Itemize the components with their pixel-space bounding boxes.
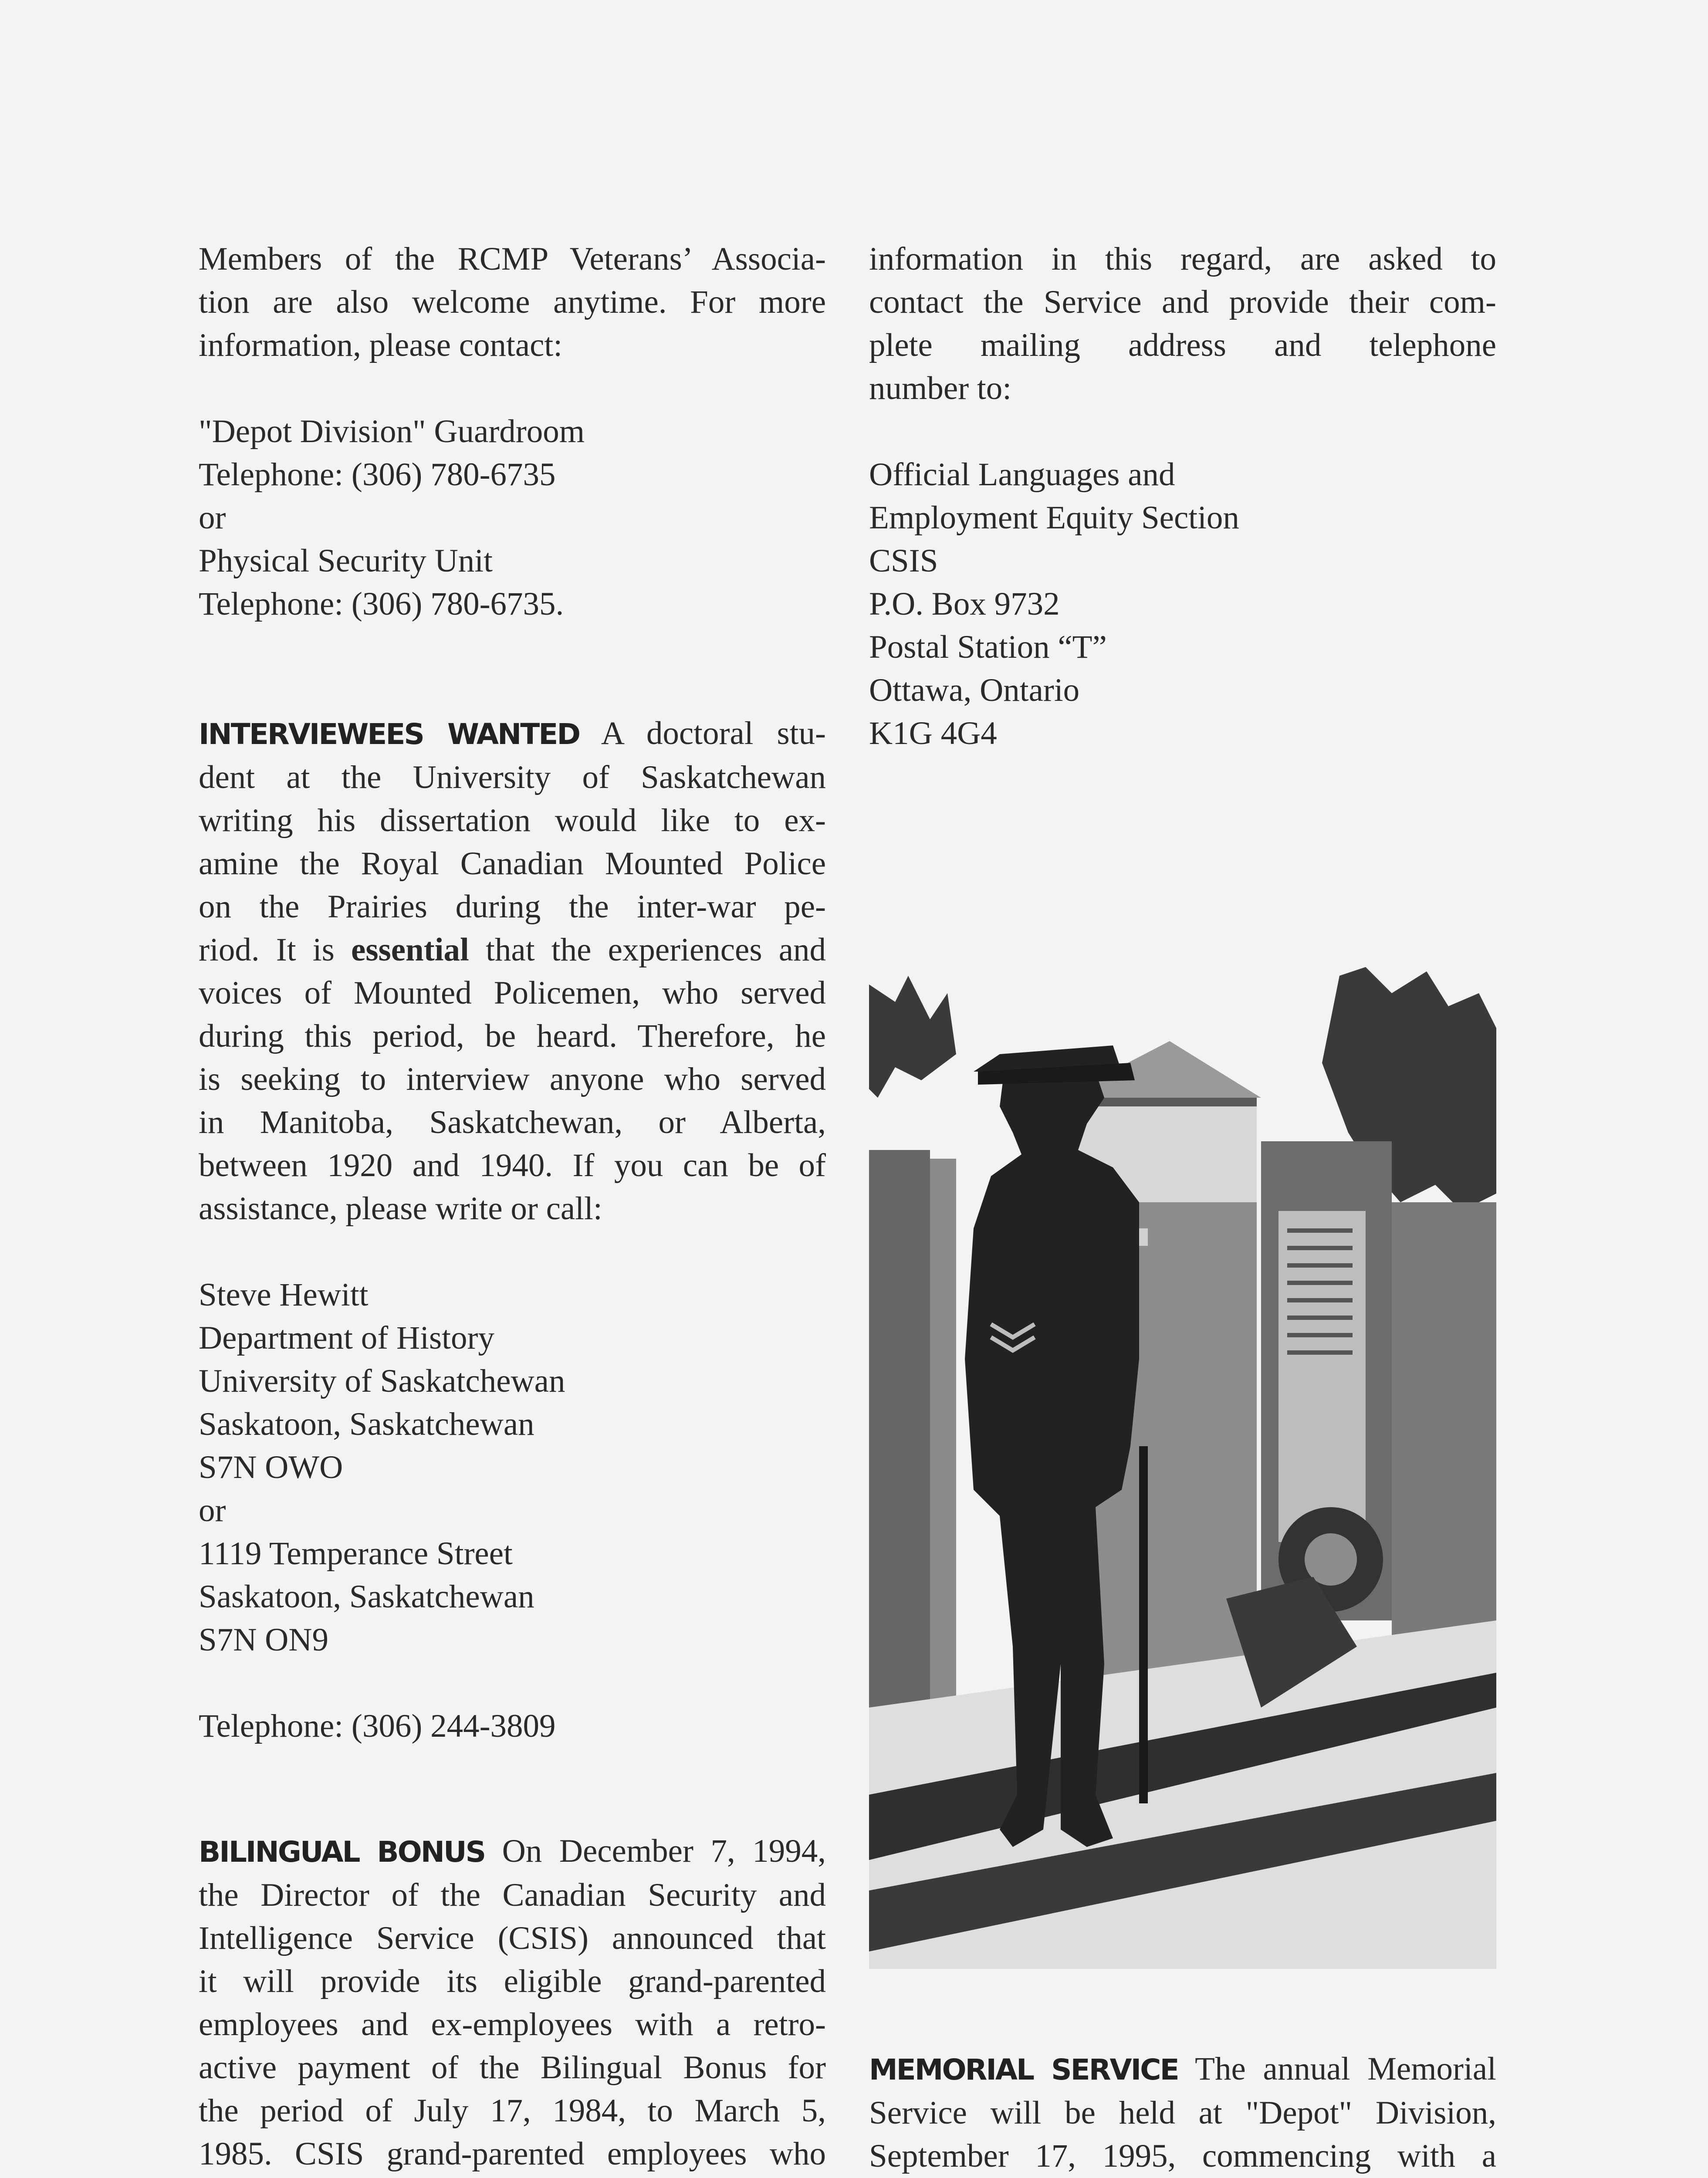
text-line: S7N ON9 (199, 1622, 328, 1658)
text-line: number to: (869, 370, 1012, 406)
text-line: S7N OWO (199, 1449, 343, 1485)
memorial-service-article (869, 2047, 1496, 2178)
text-line: September 17, 1995, commencing with a (869, 2138, 1496, 2174)
veterans-intro-paragraph (199, 237, 826, 367)
text-line: information, please contact: (199, 327, 563, 363)
text-line: plete mailing address and telephone (869, 327, 1496, 363)
text-line: between 1920 and 1940. If you can be of (199, 1147, 826, 1184)
csis-info-paragraph (869, 237, 1496, 410)
text-line: 1985. CSIS grand-parented employees who (199, 2136, 826, 2172)
text-line (199, 2175, 826, 2178)
text-line: Saskatoon, Saskatchewan (199, 1579, 534, 1615)
text-line: on the Prairies during the inter-war pe- (199, 889, 826, 925)
text-line: contact the Service and provide their com- (869, 284, 1496, 320)
mountie-memorial-illustration (869, 967, 1496, 1969)
text-line: Intelligence Service (CSIS) announced that (199, 1920, 826, 1956)
text-line: or (199, 500, 226, 536)
memorial-heading: MEMORIAL SERVICE (869, 2053, 1178, 2087)
interviewees-heading: INTERVIEWEES WANTED (199, 717, 580, 751)
text-line: INTERVIEWEES WANTED A doctoral stu- (199, 715, 826, 751)
right-column (869, 237, 1496, 755)
text-line: BILINGUAL BONUS On December 7, 1994, (199, 1833, 826, 1869)
text-line: K1G 4G4 (869, 715, 997, 751)
text-line: is seeking to interview anyone who served (199, 1061, 826, 1097)
text-line: CSIS (869, 543, 938, 579)
text-line: or (199, 1492, 226, 1529)
text-line: employees and ex-employees with a retro- (199, 2006, 826, 2043)
text-line: it will provide its eligible grand-parented (199, 1963, 826, 1999)
text-line: Employment Equity Section (869, 500, 1239, 536)
text-line: Service will be held at "Depot" Division, (869, 2095, 1496, 2131)
text-line: Telephone: (306) 780-6735. (199, 586, 564, 622)
text-line: Department of History (199, 1320, 494, 1356)
text-line: writing his dissertation would like to ex- (199, 802, 826, 839)
text-line: active payment of the Bilingual Bonus for (199, 2049, 826, 2086)
text-line: Official Languages and (869, 457, 1175, 493)
bilingual-bonus-article (199, 1830, 826, 2178)
text-line: Saskatoon, Saskatchewan (199, 1406, 534, 1442)
text-line: tion are also welcome anytime. For more (199, 284, 826, 320)
text-line: dent at the University of Saskatchewan (199, 759, 826, 795)
text-line: during this period, be heard. Therefore, he (199, 1018, 826, 1054)
text-line: in Manitoba, Saskatchewan, or Alberta, (199, 1104, 826, 1140)
text-line: 1119 Temperance Street (199, 1535, 513, 1572)
text-line: voices of Mounted Policemen, who served (199, 975, 826, 1011)
hewitt-telephone: Telephone: (306) 244-3809 (199, 1708, 556, 1744)
mountie-silhouette-icon (869, 967, 1496, 1969)
hewitt-address-block (199, 1273, 826, 1661)
text-line: Members of the RCMP Veterans’ Associa- (199, 241, 826, 277)
csis-address-block (869, 453, 1496, 755)
text-line: Physical Security Unit (199, 543, 493, 579)
text-line: assistance, please write or call: (199, 1190, 602, 1227)
left-column (199, 237, 826, 1748)
text-line: "Depot Division" Guardroom (199, 413, 585, 450)
interviewees-wanted-article (199, 712, 826, 1230)
text-line: University of Saskatchewan (199, 1363, 565, 1399)
text-line: the period of July 17, 1984, to March 5, (199, 2093, 826, 2129)
text-line: riod. It is essential that the experiences and (199, 932, 826, 968)
text-line: the Director of the Canadian Security and (199, 1877, 826, 1913)
text-line: Steve Hewitt (199, 1277, 369, 1313)
text-line: information in this regard, are asked to (869, 241, 1496, 277)
text-line: P.O. Box 9732 (869, 586, 1060, 622)
bilingual-heading: BILINGUAL BONUS (199, 1835, 485, 1869)
guardroom-contact-block (199, 410, 826, 626)
emphasis-essential: essential (351, 932, 469, 968)
text-line: amine the Royal Canadian Mounted Police (199, 845, 826, 882)
text-line: Ottawa, Ontario (869, 672, 1080, 708)
text-line: MEMORIAL SERVICE The annual Memorial (869, 2051, 1496, 2087)
text-line: Telephone: (306) 780-6735 (199, 457, 556, 493)
text-line: Postal Station “T” (869, 629, 1107, 665)
